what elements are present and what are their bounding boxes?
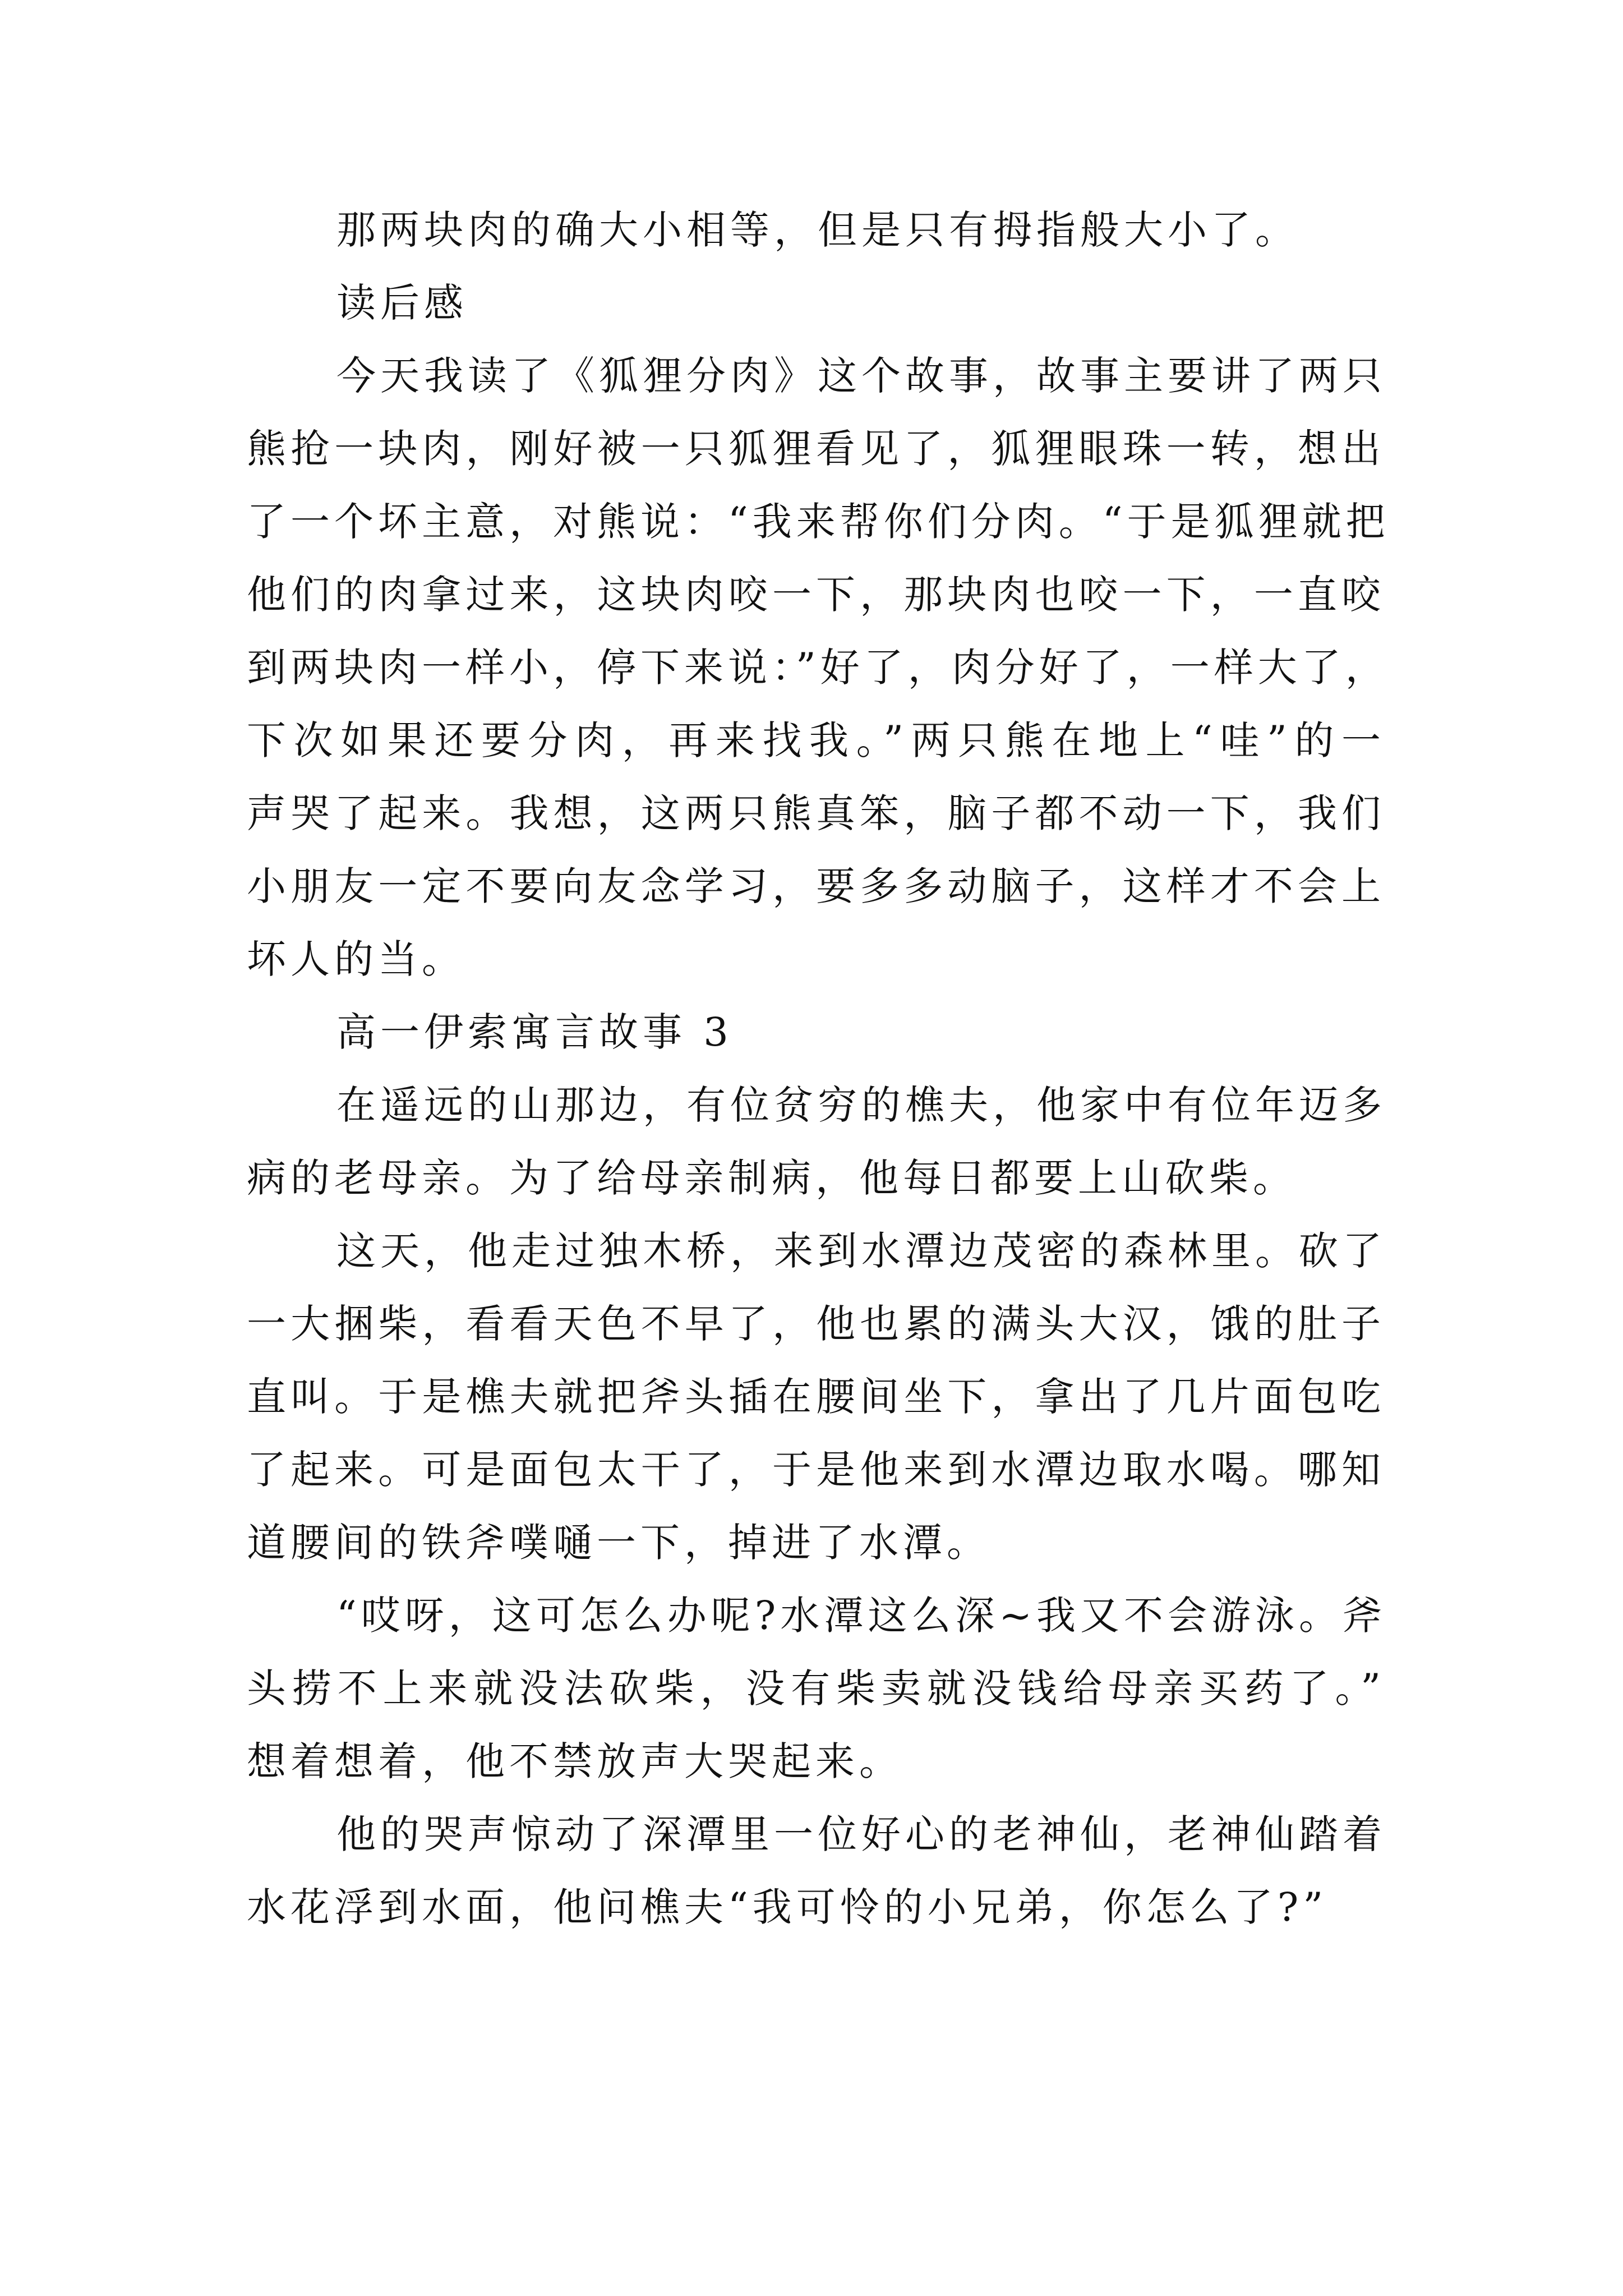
- text-line: 熊抢一块肉，刚好被一只狐狸看见了，狐狸眼珠一转，想出: [247, 426, 1385, 472]
- text-line: 小朋友一定不要向友念学习，要多多动脑子，这样才不会上: [247, 863, 1385, 909]
- text-line: 高一伊索寓言故事 3: [336, 1009, 733, 1055]
- text-line: 了起来。可是面包太干了，于是他来到水潭边取水喝。哪知: [247, 1447, 1385, 1493]
- text-line: 道腰间的铁斧噗嗵一下，掉进了水潭。: [247, 1520, 990, 1566]
- text-line: 直叫。于是樵夫就把斧头插在腰间坐下，拿出了几片面包吃: [247, 1374, 1385, 1420]
- text-line: 他们的肉拿过来，这块肉咬一下，那块肉也咬一下，一直咬: [247, 572, 1385, 618]
- text-line: 水花浮到水面，他问樵夫“我可怜的小兄弟，你怎么了?”: [247, 1884, 1328, 1930]
- text-line: 下次如果还要分肉，再来找我。”两只熊在地上“哇”的一: [247, 717, 1385, 763]
- text-line: 坏人的当。: [247, 936, 465, 982]
- text-line: 了一个坏主意，对熊说：“我来帮你们分肉。“于是狐狸就把: [247, 499, 1390, 545]
- text-line: 头捞不上来就没法砍柴，没有柴卖就没钱给母亲买药了。”: [247, 1665, 1385, 1711]
- text-line: “哎呀，这可怎么办呢?水潭这么深~我又不会游泳。斧: [336, 1593, 1386, 1639]
- text-line: 那两块肉的确大小相等，但是只有拇指般大小了。: [336, 207, 1299, 253]
- text-line: 这天，他走过独木桥，来到水潭边茂密的森林里。砍了: [336, 1228, 1386, 1274]
- text-line: 想着想着，他不禁放声大哭起来。: [247, 1738, 903, 1784]
- text-line: 读后感: [336, 280, 468, 326]
- text-line: 病的老母亲。为了给母亲制病，他每日都要上山砍柴。: [247, 1155, 1297, 1201]
- text-line: 今天我读了《狐狸分肉》这个故事，故事主要讲了两只: [336, 353, 1386, 399]
- text-line: 他的哭声惊动了深潭里一位好心的老神仙，老神仙踏着: [336, 1811, 1386, 1857]
- document-page: [247, 194, 1390, 1944]
- text-line: 一大捆柴，看看天色不早了，他也累的满头大汉，饿的肚子: [247, 1301, 1385, 1347]
- text-line: 到两块肉一样小，停下来说：”好了，肉分好了，一样大了，: [247, 645, 1389, 691]
- text-line: 在遥远的山那边，有位贫穷的樵夫，他家中有位年迈多: [336, 1082, 1386, 1128]
- text-line: 声哭了起来。我想，这两只熊真笨，脑子都不动一下，我们: [247, 790, 1385, 836]
